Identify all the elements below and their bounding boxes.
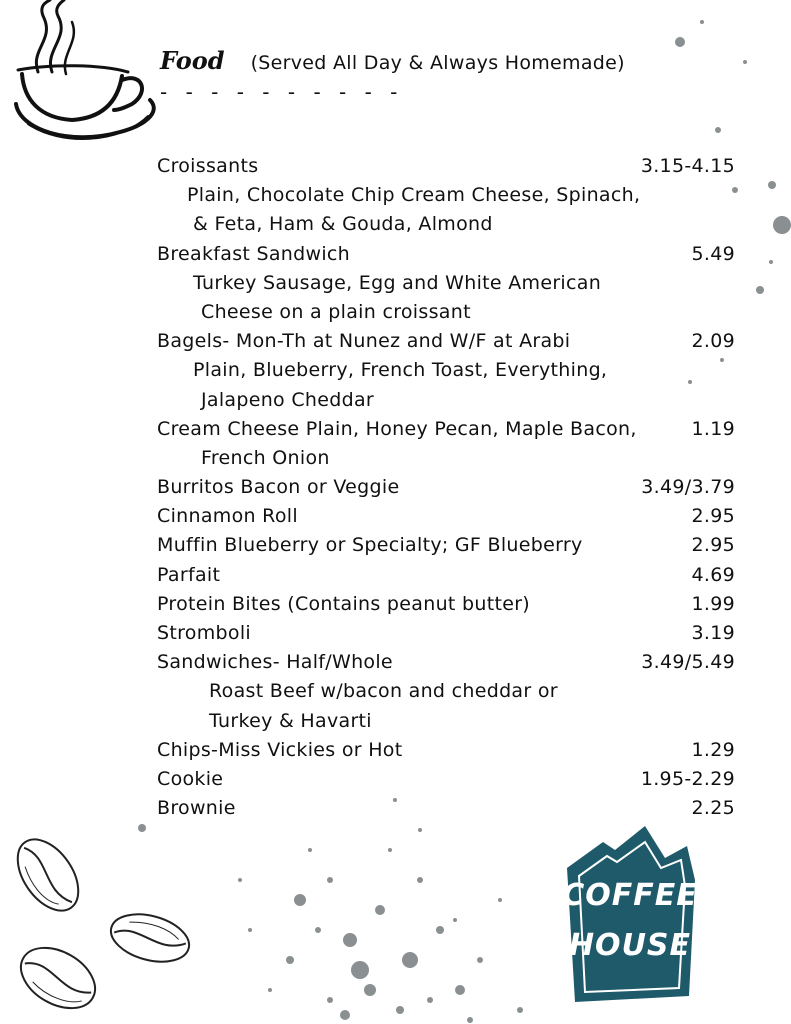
- menu-item: [157, 152, 735, 181]
- menu-item-name: Cream Cheese Plain, Honey Pecan, Maple Bacon,: [157, 417, 637, 440]
- splatter-dot: [268, 988, 272, 992]
- menu-item: [157, 561, 735, 590]
- menu-item-price: 3.19: [691, 622, 735, 644]
- menu-item: [157, 502, 735, 531]
- menu-item-name: Parfait: [157, 563, 221, 586]
- splatter-dot: [436, 926, 444, 934]
- splatter-dot: [715, 127, 721, 133]
- splatter-dot: [396, 1006, 404, 1014]
- splatter-dot: [467, 1017, 473, 1023]
- splatter-dot: [517, 1007, 523, 1013]
- coffee-beans-illustration: [0, 820, 200, 1024]
- menu-item-description: Turkey & Havarti: [209, 709, 372, 732]
- menu-list: [157, 152, 735, 823]
- splatter-dot: [364, 984, 376, 996]
- page-title: Food: [160, 46, 225, 75]
- menu-item-price: 2.09: [691, 330, 735, 353]
- menu-item-description: Roast Beef w/bacon and cheddar or: [209, 680, 558, 703]
- logo-text-coffee: COFFEE: [562, 878, 698, 913]
- splatter-dot: [351, 961, 369, 979]
- coffee-bean-icon: [5, 828, 90, 921]
- menu-item-name: Croissants: [157, 155, 259, 177]
- menu-item-name: Burritos Bacon or Veggie: [157, 476, 400, 499]
- menu-item-price: 5.49: [691, 242, 735, 265]
- splatter-dot: [756, 286, 764, 294]
- splatter-dot: [294, 894, 306, 906]
- menu-item: [157, 327, 735, 356]
- menu-item: [157, 765, 735, 794]
- menu-item-description: & Feta, Ham & Gouda, Almond: [193, 213, 493, 236]
- menu-item-description: Jalapeno Cheddar: [201, 388, 374, 411]
- coffee-cup-icon: [10, 0, 160, 160]
- menu-item: [157, 240, 735, 269]
- menu-item-price: 2.95: [691, 505, 735, 528]
- menu-item-price: 2.95: [691, 534, 735, 557]
- splatter-dot: [340, 1010, 350, 1020]
- splatter-dot: [477, 957, 483, 963]
- coffee-bean-icon: [10, 935, 105, 1020]
- splatter-dot: [453, 918, 457, 922]
- coffee-house-logo: [555, 820, 705, 1010]
- coffee-bean-icon: [106, 906, 195, 969]
- splatter-dot: [286, 956, 294, 964]
- splatter-dot: [238, 878, 242, 882]
- menu-item-name: Cinnamon Roll: [157, 505, 298, 528]
- menu-item-name: Brownie: [157, 797, 236, 820]
- menu-item: [157, 473, 735, 502]
- splatter-dot: [327, 877, 333, 883]
- splatter-dot: [700, 20, 704, 24]
- menu-item-description: French Onion: [201, 446, 330, 469]
- splatter-dot: [248, 928, 252, 932]
- splatter-dot: [388, 848, 392, 852]
- splatter-dot: [768, 181, 776, 189]
- menu-item: [157, 531, 735, 560]
- splatter-dot: [315, 927, 321, 933]
- menu-item-price: 4.69: [691, 563, 735, 586]
- menu-header: [160, 46, 625, 75]
- menu-item-description: Plain, Chocolate Chip Cream Cheese, Spinach,: [187, 184, 641, 207]
- menu-item-name: Sandwiches- Half/Whole: [157, 651, 393, 674]
- menu-item-name: Stromboli: [157, 622, 251, 644]
- splatter-dot: [498, 898, 502, 902]
- menu-item: [157, 794, 735, 823]
- splatter-dot: [427, 997, 433, 1003]
- splatter-dot: [675, 37, 685, 47]
- splatter-dot: [417, 877, 423, 883]
- splatter-dot: [455, 985, 465, 995]
- menu-item-name: Bagels- Mon-Th at Nunez and W/F at Arabi: [157, 330, 571, 353]
- splatter-dot: [375, 905, 385, 915]
- menu-item-description: Turkey Sausage, Egg and White American: [193, 271, 602, 294]
- page-subtitle: (Served All Day & Always Homemade): [250, 52, 625, 74]
- splatter-dot: [308, 848, 312, 852]
- menu-item: [157, 415, 735, 444]
- menu-item-price: 1.19: [691, 417, 735, 440]
- menu-item-name: Protein Bites (Contains peanut butter): [157, 592, 531, 615]
- menu-item-price: 1.29: [691, 738, 735, 761]
- menu-item-price: 3.49/5.49: [641, 651, 735, 674]
- splatter-dot: [743, 60, 747, 64]
- menu-item-price: 3.49/3.79: [641, 476, 735, 499]
- menu-item-name: Chips-Miss Vickies or Hot: [157, 738, 403, 761]
- menu-item: [157, 648, 735, 677]
- menu-item-description: Plain, Blueberry, French Toast, Everything,: [193, 359, 608, 382]
- menu-item-price: 3.15-4.15: [640, 155, 735, 177]
- menu-item-description: Cheese on a plain croissant: [201, 300, 471, 323]
- splatter-dot: [327, 997, 333, 1003]
- splatter-dot: [402, 952, 418, 968]
- menu-item: [157, 619, 735, 648]
- header-divider: - - - - - - - - - -: [160, 80, 404, 104]
- menu-item-price: 1.99: [691, 592, 735, 615]
- menu-item-name: Breakfast Sandwich: [157, 242, 350, 265]
- menu-item-price: 1.95-2.29: [640, 767, 735, 790]
- menu-item-name: Muffin Blueberry or Specialty; GF Blueberry: [157, 534, 583, 557]
- splatter-dot: [773, 216, 791, 234]
- splatter-dot: [343, 933, 357, 947]
- splatter-dot: [769, 260, 773, 264]
- splatter-dot: [418, 828, 422, 832]
- menu-item-price: 2.25: [691, 797, 735, 820]
- menu-item-name: Cookie: [157, 767, 224, 790]
- menu-item: [157, 736, 735, 765]
- menu-item: [157, 590, 735, 619]
- logo-text-house: HOUSE: [568, 928, 692, 963]
